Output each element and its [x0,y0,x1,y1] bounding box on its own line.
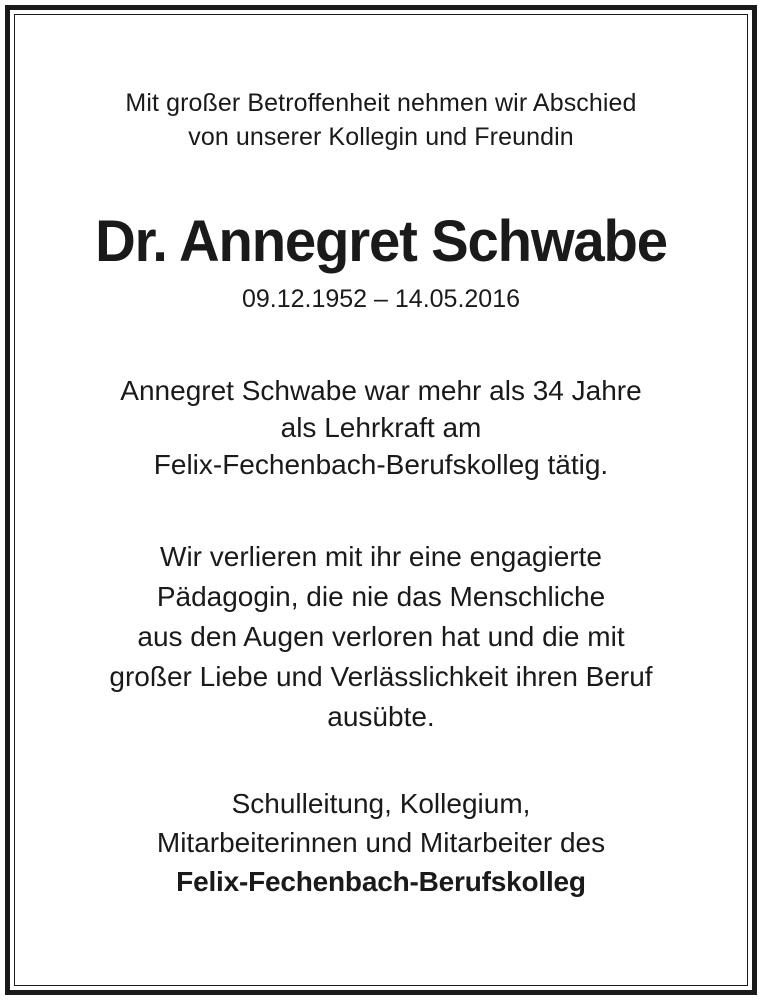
signoff-line-1: Schulleitung, Kollegium, [231,788,531,819]
career-line-3: Felix-Fechenbach-Berufskolleg tätig. [153,449,609,480]
career-line-1: Annegret Schwabe war mehr als 34 Jahre [120,375,642,406]
tribute-line-1: Wir verlieren mit ihr eine engagierte [160,541,602,572]
signoff-line-2: Mitarbeiterinnen und Mitarbeiter des [156,827,606,858]
career-line-2: als Lehrkraft am [280,412,482,443]
tribute-line-3: aus den Augen verloren hat und die mit [137,621,625,652]
tribute-paragraph [20,537,742,737]
career-paragraph [20,372,742,483]
intro-text [20,86,742,154]
school-name: Felix-Fechenbach-Berufskolleg [176,866,586,897]
deceased-name: Dr. Annegret Schwabe [95,209,667,274]
tribute-line-2: Pädagogin, die nie das Menschliche [156,581,606,612]
signoff [20,784,742,901]
intro-line-2: von unserer Kollegin und Freundin [188,123,574,151]
intro-line-1: Mit großer Betroffenheit nehmen wir Abschied [125,89,637,117]
life-dates: 09.12.1952 – 14.05.2016 [241,285,521,313]
tribute-line-5: ausübte. [327,701,435,732]
tribute-line-4: großer Liebe und Verlässlichkeit ihren Beruf [109,661,653,692]
